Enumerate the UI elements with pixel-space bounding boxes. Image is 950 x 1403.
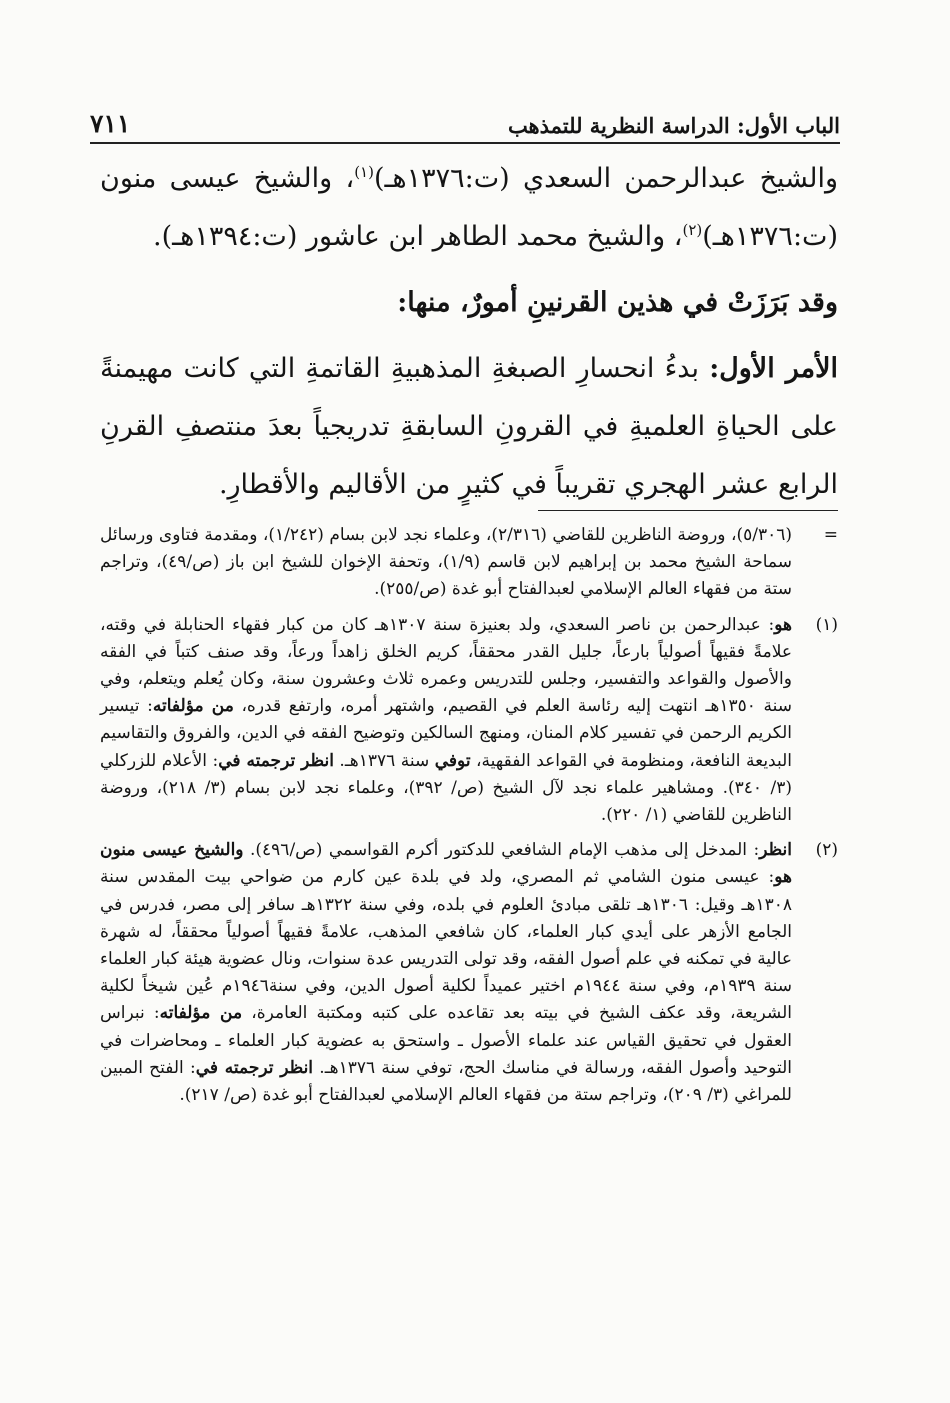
footnote-marker: (٢)	[815, 840, 838, 861]
footnote-text	[100, 837, 792, 1109]
footnote-keyword: انظر ترجمته في	[218, 750, 334, 771]
footnote-keyword: توفي	[434, 750, 471, 771]
footnote-segment: : عيسى منون الشامي ثم المصري، ولد في بلدة عين كارم من ضواحي بيت المقدس سنة ١٣٠٨هـ وقيل: ١٣٠٦هـ تلقى مبادئ العلوم في بلده، وفي سنة ١٣٢٢هـ سافر إلى مصر، فدرس في الجامع الأزهر على أيدي كبار العلماء، كان شافعي المذهب، علامةً فقيهاً أصولياً محققاً، له شهرة عالية في تمكنه في علم أصول الفقه، وقد تولى التدريس عدة سنوات، ونال عضوية هيئة كبار العلماء سنة ١٩٣٩م، وفي سنة ١٩٤٤م اختير عميداً لكلية أصول الدين، وفي سنة١٩٤٦م عُين شيخاً لكلية الشريعة، وقد عكف الشيخ في بيته بعد تقاعده على كتبه ومكتبة العامرة،	[100, 867, 793, 1024]
paragraph-first-matter	[100, 340, 838, 514]
matter-label: الأمر الأول:	[709, 353, 838, 384]
paragraph-scholars	[100, 150, 838, 266]
footnote-keyword: من مؤلفاته	[152, 696, 234, 717]
paragraph-text: ، والشيخ عيسى منون (ت:١٣٧٦هـ)	[100, 163, 838, 252]
footnotes	[100, 522, 838, 1117]
page-header	[90, 98, 840, 144]
footnote-ref-1: (١)	[354, 163, 374, 181]
footnote-separator	[538, 510, 838, 511]
footnote-ref-2: (٢)	[682, 221, 703, 239]
footnote-segment: سنة ١٣٧٦هـ.	[333, 750, 435, 771]
main-text	[100, 150, 838, 514]
footnote-keyword: انظر	[759, 840, 792, 861]
footnote-keyword: من مؤلفاته	[159, 1003, 243, 1024]
footnote-continued	[100, 522, 838, 604]
footnote-keyword: انظر ترجمته في	[195, 1057, 314, 1078]
footnote-segment: (٥/٣٠٦)، وروضة الناظرين للقاضي (٢/٣١٦)، وعلماء نجد لابن بسام (١/٢٤٢)، ومقدمة فتاوى ورسائل سماحة الشيخ محمد بن إبراهيم لابن قاسم (١/٩)، وتحفة الإخوان للشيخ ابن باز (ص/٤٩)، وتراجم ستة من فقهاء العالم الإسلامي لعبدالفتاح أبو غدة (ص/٢٥٥).	[100, 525, 793, 600]
footnote-marker: (١)	[815, 614, 838, 635]
paragraph-text: ، والشيخ محمد الطاهر ابن عاشور (ت:١٣٩٤هـ).	[153, 221, 683, 252]
footnote-segment: : الفتح المبين للمراغي (٣/ ٢٠٩)، وتراجم ستة من فقهاء العالم الإسلامي لعبدالفتاح أبو غدة (ص/ ٢١٧).	[100, 1057, 792, 1106]
footnote-text	[100, 612, 792, 830]
footnote-keyword: والشيخ عيسى منون هو	[100, 840, 792, 888]
footnote-segment: : المدخل إلى مذهب الإمام الشافعي للدكتور أكرم القواسمي (ص/٤٩٦).	[243, 840, 760, 861]
footnote-marker: =	[823, 525, 838, 545]
footnote-segment: : نبراس العقول في تحقيق القياس عند علماء الأصول ـ واستحق به عضوية كبار العلماء ـ ومحاضرات في التوحيد وأصول الفقه، ورسالة في مناسك الحج، توفي سنة ١٣٧٦هـ.	[100, 1003, 792, 1078]
footnote-keyword: هو	[774, 614, 792, 635]
page-number: ٧١١	[90, 109, 131, 138]
footnote-segment: : عبدالرحمن بن ناصر السعدي، ولد بعنيزة سنة ١٣٠٧هـ كان من كبار فقهاء الحنابلة في وقته، علامةً فقيهاً أصولياً بارعاً، جليل القدر محققاً، كريم الخلق زاهداً ورعاً، وقد صنف كتباً في الفقه والأصول والقواعد والتفسير، وجلس للتدريس وعمره ثلاث وعشرون سنة، وكان يُعلم ويتعلم، وفي سنة ١٣٥٠هـ انتهت إليه رئاسة العلم في القصيم، واشتهر أمره، وارتفع قدره،	[100, 614, 792, 717]
running-head: الباب الأول: الدراسة النظرية للتمذهب	[507, 113, 840, 138]
footnote-segment: : تيسير الكريم الرحمن في تفسير كلام المنان، ومنهج السالكين وتوضيح الفقه في الدين، والفروق والتقاسيم البديعة النافعة، ومنظومة في القواعد الفقهية،	[100, 696, 793, 771]
paragraph-text: والشيخ عبدالرحمن السعدي (ت:١٣٧٦هـ)	[373, 163, 838, 194]
footnote-2	[100, 837, 838, 1109]
footnote-1	[100, 612, 838, 830]
paragraph-intro: وقد بَرَزَتْ في هذين القرنينِ أمورٌ، منها:	[397, 287, 838, 318]
footnote-text	[100, 522, 792, 604]
matter-text: بدءُ انحسارِ الصبغةِ المذهبيةِ القاتمةِ التي كانت مهيمنةً على الحياةِ العلميةِ في القرونِ السابقةِ تدريجياً بعدَ منتصفِ القرنِ الرابع عشر الهجري تقريباً في كثيرٍ من الأقاليم والأقطارِ.	[100, 353, 838, 500]
footnote-segment: : الأعلام للزركلي (٣/ ٣٤٠). ومشاهير علماء نجد لآل الشيخ (ص/ ٣٩٢)، وعلماء نجد لابن بسام (٣/ ٢١٨)، وروضة الناظرين للقاضي (١/ ٢٢٠).	[100, 750, 793, 826]
